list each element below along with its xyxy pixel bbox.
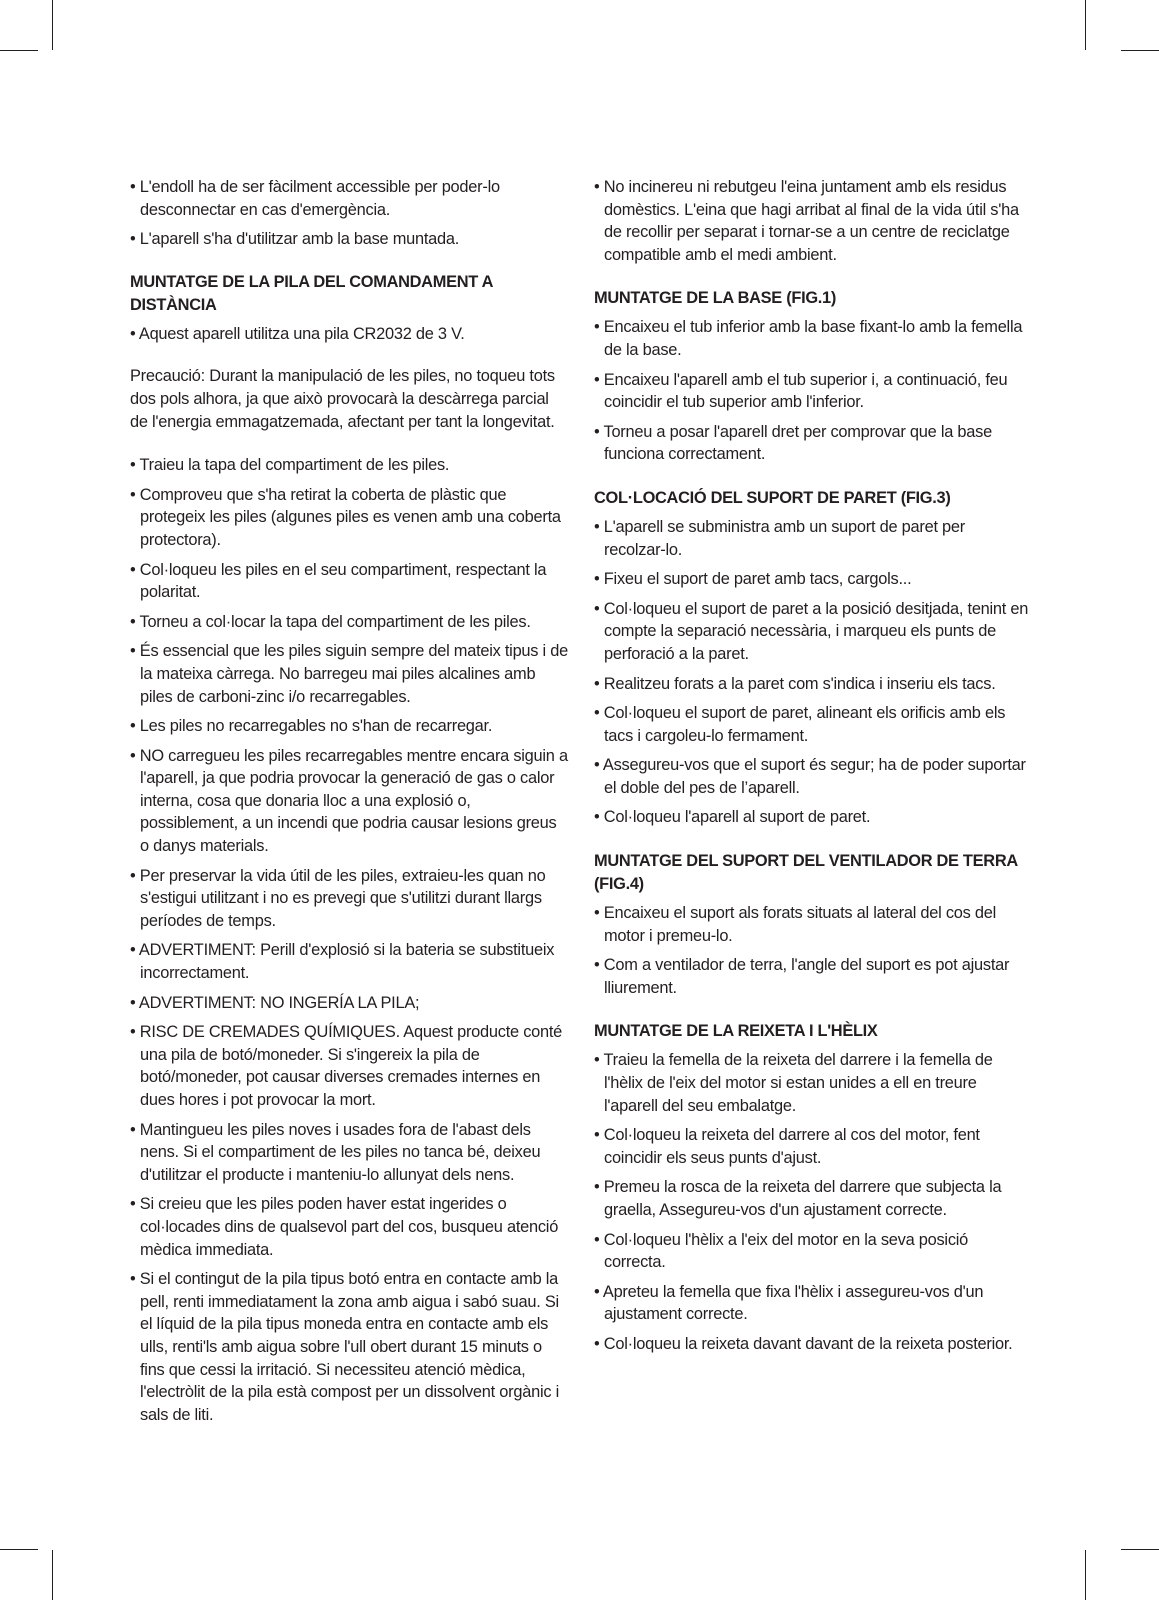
list-item: • Si el contingut de la pila tipus botó entra en contacte amb la pell, renti immediatament la zona amb aigua i sabó suau. Si el líquid de la pila tipus moneda entra en contacte amb els ulls, renti'ls amb aigua sobre l'ull obert durant 15 minuts o fins que cessi la irritació. Si necessiteu atenció mèdica, l'electròlit de la pila està compost per un dissolvent orgànic i sals de liti. <box>130 1270 559 1424</box>
list-item: • Assegureu-vos que el suport és segur; ha de poder suportar el doble del pes de l’aparell. <box>594 756 1026 797</box>
list-item: • Realitzeu forats a la paret com s'indica i inseriu els tacs. <box>594 674 996 693</box>
list-item: • Per preservar la vida útil de les piles, extraieu-les quan no s'estigui utilitzant i no es prevegi que s'utilitzi durant llargs períodes de temps. <box>130 866 546 930</box>
list-item: • L'aparell s'ha d'utilitzar amb la base muntada. <box>130 230 460 249</box>
list-item: • ADVERTIMENT: Perill d'explosió si la bateria se substitueix incorrectament. <box>130 941 555 983</box>
list-item: • Mantingueu les piles noves i usades fora de l'abast dels nens. Si el compartiment de les piles no tanca bé, deixeu d'utilitzar el producte i manteniu-lo allunyat dels nens. <box>130 1120 541 1184</box>
list-item: • Les piles no recarregables no s'han de recarregar. <box>130 717 493 736</box>
section-heading-wall-mount: COL·LOCACIÓ DEL SUPORT DE PARET (FIG.3) <box>594 488 951 507</box>
section-heading-grille-propeller: MUNTATGE DE LA REIXETA I L'HÈLIX <box>594 1022 878 1041</box>
list-item: • NO carregueu les piles recarregables mentre encara siguin a l'aparell, ja que podria provocar la generació de gas o calor interna, cosa que donaria lloc a una explosió o, possiblement, a un incendi que podria causar lesions greus o danys materials. <box>130 746 568 856</box>
list-item: • L'endoll ha de ser fàcilment accessible per poder-lo desconnectar en cas d'emergència. <box>130 178 500 219</box>
list-item: • Col·loqueu el suport de paret a la posició desitjada, tenint en compte la separació necessària, i marqueu els punts de perforació a la paret. <box>594 599 1029 663</box>
list-item: • Fixeu el suport de paret amb tacs, cargols... <box>594 570 912 589</box>
list-item: • Si creieu que les piles poden haver estat ingerides o col·locades dins de qualsevol part del cos, busqueu atenció mèdica immediata. <box>130 1195 559 1259</box>
list-item: • Encaixeu el tub inferior amb la base fixant-lo amb la femella de la base. <box>594 318 1023 359</box>
list-item: • Traieu la femella de la reixeta del darrere i la femella de l'hèlix de l'eix del motor si estan unides a ell en treure l'aparell del seu embalatge. <box>594 1051 993 1115</box>
list-item: • Aquest aparell utilitza una pila CR2032 de 3 V. <box>130 324 465 343</box>
list-item: • Comproveu que s'ha retirat la coberta de plàstic que protegeix les piles (algunes piles es venen amb una coberta protectora). <box>130 485 561 549</box>
left-column <box>130 176 568 1433</box>
crop-mark <box>52 0 53 50</box>
crop-mark <box>1121 1549 1159 1550</box>
list-item: • Col·loqueu el suport de paret, alineant els orificis amb els tacs i cargoleu-lo fermament. <box>594 704 1006 745</box>
list-item: • Col·loqueu la reixeta del darrere al cos del motor, fent coincidir els seus punts d'ajust. <box>594 1126 980 1167</box>
crop-mark <box>0 1549 38 1550</box>
list-item: • Traieu la tapa del compartiment de les piles. <box>130 456 450 475</box>
list-item: • És essencial que les piles siguin sempre del mateix tipus i de la mateixa càrrega. No barregeu mai piles alcalines amb piles de carboni-zinc i/o recarregables. <box>130 642 568 706</box>
crop-mark <box>0 50 38 51</box>
caution-paragraph: Precaució: Durant la manipulació de les piles, no toqueu tots dos pols alhora, ja que això provocarà la descàrrega parcial de l'energia emmagatzemada, afectant per tant la longevitat. <box>130 367 555 431</box>
list-item: • Encaixeu el suport als forats situats al lateral del cos del motor i premeu-lo. <box>594 904 997 945</box>
list-item: • RISC DE CREMADES QUÍMIQUES. Aquest producte conté una pila de botó/moneder. Si s'ingereix la pila de botó/moneder, pot causar diverses cremades internes en dues hores i pot provocar la mort. <box>130 1023 563 1109</box>
section-heading-remote-battery: MUNTATGE DE LA PILA DEL COMANDAMENT A DISTÀNCIA <box>130 272 493 314</box>
list-item: • Apreteu la femella que fixa l'hèlix i assegureu-vos d'un ajustament correcte. <box>594 1282 984 1324</box>
crop-mark <box>1121 50 1159 51</box>
list-item: • No incinereu ni rebutgeu l'eina juntament amb els residus domèstics. L'eina que hagi arribat al final de la vida útil s'ha de recollir per separat i tornar-se a un centre de reciclatge compatible amb el medi ambient. <box>594 178 1019 264</box>
list-item: • Col·loqueu les piles en el seu compartiment, respectant la polaritat. <box>130 560 547 602</box>
list-item: • ADVERTIMENT: NO INGERÍA LA PILA; <box>130 993 420 1012</box>
list-item: • Encaixeu l'aparell amb el tub superior i, a continuació, feu coincidir el tub superior amb l'inferior. <box>594 370 1008 412</box>
list-item: • Col·loqueu l'hèlix a l'eix del motor en la seva posició correcta. <box>594 1230 969 1272</box>
list-item: • Col·loqueu la reixeta davant davant de la reixeta posterior. <box>594 1334 1013 1353</box>
list-item: • Col·loqueu l'aparell al suport de paret. <box>594 808 871 827</box>
crop-mark <box>1085 0 1086 50</box>
right-column <box>594 176 1030 1363</box>
crop-mark <box>52 1550 53 1600</box>
list-item: • Premeu la rosca de la reixeta del darrere que subjecta la graella, Assegureu-vos d'un ajustament correcte. <box>594 1178 1002 1219</box>
list-item: • L'aparell se subministra amb un suport de paret per recolzar-lo. <box>594 517 965 559</box>
section-heading-base: MUNTATGE DE LA BASE (FIG.1) <box>594 289 836 308</box>
list-item: • Com a ventilador de terra, l'angle del suport es pot ajustar lliurement. <box>594 956 1010 997</box>
section-heading-floor-stand: MUNTATGE DEL SUPORT DEL VENTILADOR DE TERRA (FIG.4) <box>594 852 1018 894</box>
list-item: • Torneu a posar l'aparell dret per comprovar que la base funciona correctament. <box>594 422 992 464</box>
list-item: • Torneu a col·locar la tapa del compartiment de les piles. <box>130 612 531 631</box>
crop-mark <box>1085 1550 1086 1600</box>
